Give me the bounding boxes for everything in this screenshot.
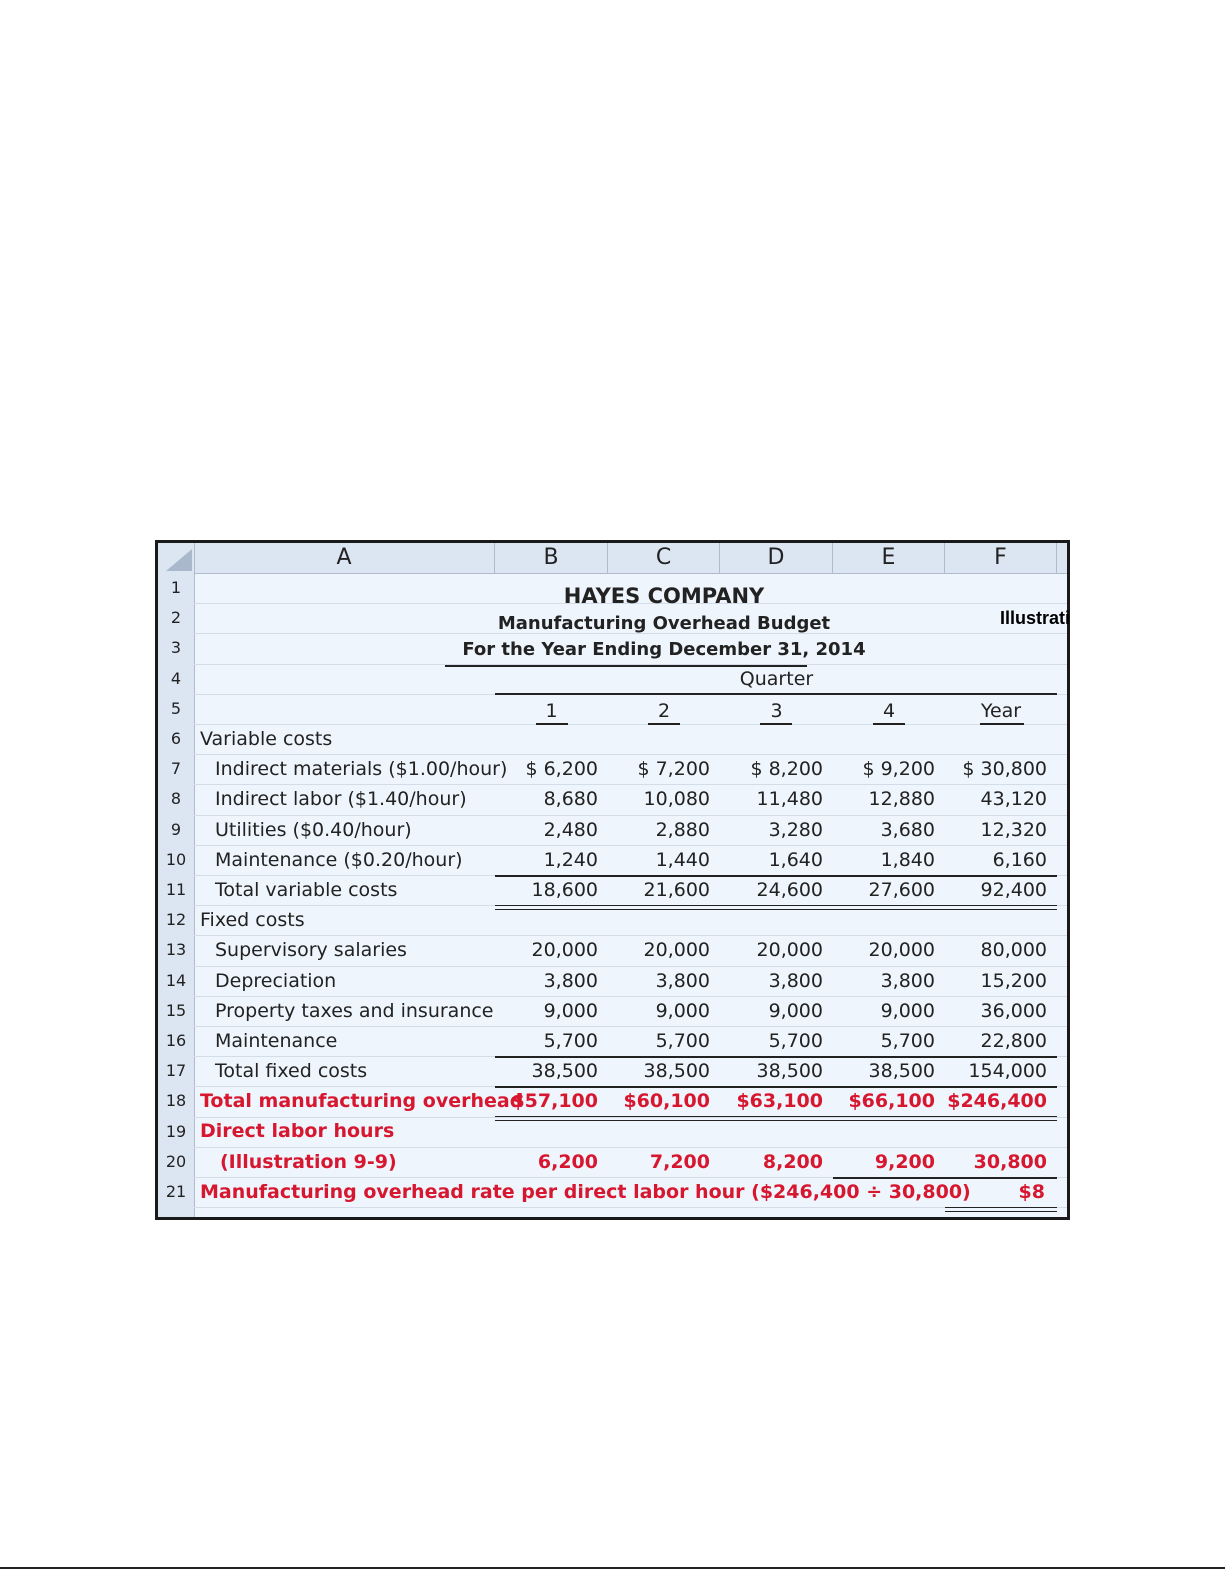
value-cell: 1,840 (880, 848, 935, 871)
quarter-4-header: 4 (882, 700, 896, 722)
row-header-17[interactable]: 17 (165, 1061, 187, 1081)
value-cell: 1,440 (655, 848, 710, 871)
value-cell: 6,160 (992, 848, 1047, 871)
q4-underline (873, 723, 905, 725)
value-cell: 11,480 (756, 788, 823, 811)
value-cell: 15,200 (980, 969, 1047, 992)
value-cell: 20,000 (868, 939, 935, 962)
variable-costs-label: Variable costs (200, 728, 333, 750)
q2-underline (648, 723, 680, 725)
value-cell: 27,600 (868, 879, 935, 901)
value-cell: 8,200 (762, 1150, 823, 1173)
fixed-subtotal-line (495, 1056, 1057, 1058)
row-label: Depreciation (215, 969, 337, 992)
quarter-1-header: 1 (545, 700, 558, 722)
company-name: HAYES COMPANY (563, 584, 765, 608)
value-cell: 9,000 (543, 999, 598, 1022)
row-header-18[interactable]: 18 (165, 1091, 187, 1111)
value-cell: 2,880 (655, 818, 710, 841)
dlh-label: Direct labor hours (200, 1120, 395, 1142)
gridline (194, 1147, 1067, 1148)
row-header-bar (158, 573, 195, 1220)
row-label: Total manufacturing overhead (200, 1090, 524, 1113)
value-cell: 9,000 (655, 999, 710, 1022)
row-label: Indirect labor ($1.40/hour) (215, 788, 467, 811)
value-cell: 12,880 (868, 788, 935, 811)
gridline (194, 845, 1067, 846)
row-label: Maintenance ($0.20/hour) (215, 848, 463, 871)
q1-underline (536, 723, 568, 725)
gridline (194, 724, 1067, 725)
value-cell: 3,680 (880, 818, 935, 841)
row-header-20[interactable]: 20 (165, 1151, 187, 1171)
row-header-6[interactable]: 6 (170, 729, 182, 748)
report-period: For the Year Ending December 31, 2014 (462, 639, 866, 660)
gridline (194, 996, 1067, 997)
row-label: Supervisory salaries (215, 939, 407, 962)
value-cell: 38,500 (531, 1060, 598, 1083)
value-cell: 1,640 (768, 848, 823, 871)
value-cell: 5,700 (768, 1030, 823, 1052)
value-cell: $66,100 (848, 1090, 935, 1113)
q3-underline (760, 723, 792, 725)
page-bottom-rule (0, 1567, 1225, 1569)
value-cell: 9,000 (880, 999, 935, 1022)
value-cell: 24,600 (756, 879, 823, 901)
row-header-13[interactable]: 13 (165, 940, 187, 960)
year-header: Year (980, 700, 1022, 722)
gridline (194, 935, 1067, 936)
variable-total-double-line (495, 905, 1057, 910)
value-cell: 5,700 (543, 1030, 598, 1052)
column-header-c[interactable]: C (608, 543, 720, 573)
value-cell: 10,080 (643, 788, 710, 811)
column-header-d[interactable]: D (720, 543, 833, 573)
dlh-underline (833, 1177, 1057, 1179)
value-cell: $ 9,200 (862, 758, 935, 781)
rate-label: Manufacturing overhead rate per direct labor hour ($246,400 ÷ 30,800) (200, 1181, 971, 1203)
overhead-double-line (495, 1116, 1057, 1121)
row-header-1[interactable]: 1 (170, 578, 182, 597)
fixed-costs-label: Fixed costs (200, 909, 305, 931)
row-header-19[interactable]: 19 (165, 1121, 187, 1141)
value-cell: 3,800 (768, 969, 823, 992)
value-cell: $60,100 (623, 1090, 710, 1113)
quarter-2-header: 2 (657, 700, 671, 722)
row-label: Total variable costs (215, 879, 398, 901)
spreadsheet (155, 540, 1070, 1220)
row-header-4[interactable]: 4 (170, 668, 182, 688)
gridline (194, 1207, 1067, 1208)
value-cell: 80,000 (980, 939, 1047, 962)
value-cell: 154,000 (968, 1060, 1047, 1083)
value-cell: 38,500 (868, 1060, 935, 1083)
title-underline (445, 665, 807, 667)
gridline (194, 966, 1067, 967)
value-cell: 21,600 (643, 879, 710, 901)
value-cell: 22,800 (980, 1030, 1047, 1052)
row-header-3[interactable]: 3 (170, 638, 182, 658)
value-cell: 36,000 (980, 999, 1047, 1022)
value-cell: 20,000 (756, 939, 823, 962)
value-cell: 12,320 (980, 818, 1047, 841)
value-cell: 6,200 (537, 1150, 598, 1173)
value-cell: 20,000 (643, 939, 710, 962)
value-cell: $ 30,800 (962, 758, 1047, 781)
row-header-8[interactable]: 8 (170, 789, 182, 809)
column-header-e[interactable]: E (833, 543, 945, 573)
value-cell: $57,100 (511, 1090, 598, 1113)
row-label: Maintenance (215, 1030, 338, 1052)
value-cell: 3,280 (768, 818, 823, 841)
row-label: Indirect materials ($1.00/hour) (215, 758, 508, 781)
row-header-11[interactable]: 11 (165, 880, 187, 899)
row-header-10[interactable]: 10 (165, 849, 187, 869)
value-cell: 5,700 (655, 1030, 710, 1052)
gridline (194, 784, 1067, 785)
row-label: Utilities ($0.40/hour) (215, 818, 412, 841)
row-header-16[interactable]: 16 (165, 1031, 187, 1050)
value-cell: 3,800 (880, 969, 935, 992)
quarter-underline (495, 693, 1057, 695)
row-label: Property taxes and insurance (215, 999, 494, 1022)
row-header-7[interactable]: 7 (170, 759, 182, 779)
value-cell: 1,240 (543, 848, 598, 871)
value-cell: 18,600 (531, 879, 598, 901)
row-header-9[interactable]: 9 (170, 819, 182, 839)
value-cell: 7,200 (649, 1150, 710, 1173)
rate-double-line (945, 1207, 1057, 1212)
value-cell: $63,100 (736, 1090, 823, 1113)
row-header-15[interactable]: 15 (165, 1000, 187, 1020)
value-cell: 43,120 (980, 788, 1047, 811)
row-header-5[interactable]: 5 (170, 698, 182, 718)
row-header-21[interactable]: 21 (165, 1182, 187, 1201)
row-header-2[interactable]: 2 (170, 608, 182, 628)
value-cell: $ 7,200 (637, 758, 710, 781)
column-header-f[interactable]: F (945, 543, 1057, 573)
value-cell: 8,680 (543, 788, 598, 811)
year-underline (980, 723, 1024, 725)
value-cell: 38,500 (643, 1060, 710, 1083)
column-header-bar (158, 543, 1067, 574)
illustration-label: Illustrati (1000, 608, 1070, 628)
column-header-b[interactable]: B (495, 543, 608, 573)
gridline (194, 754, 1067, 755)
value-cell: 30,800 (973, 1150, 1047, 1173)
value-cell: $246,400 (947, 1090, 1047, 1113)
value-cell: 2,480 (543, 818, 598, 841)
value-cell: 38,500 (756, 1060, 823, 1083)
column-header-a[interactable]: A (194, 543, 495, 573)
value-cell: $ 6,200 (525, 758, 598, 781)
variable-subtotal-line (495, 875, 1057, 877)
quarter-header: Quarter (739, 668, 814, 690)
rate-value: $8 (1018, 1181, 1045, 1203)
value-cell: 9,200 (874, 1150, 935, 1173)
value-cell: $ 8,200 (750, 758, 823, 781)
fixed-total-line (495, 1086, 1057, 1088)
gridline (194, 815, 1067, 816)
value-cell: 5,700 (880, 1030, 935, 1052)
quarter-3-header: 3 (770, 700, 783, 722)
select-all-corner[interactable] (158, 543, 195, 573)
value-cell: 20,000 (531, 939, 598, 962)
gridline (194, 1026, 1067, 1027)
row-label: Total fixed costs (215, 1060, 368, 1083)
value-cell: 3,800 (543, 969, 598, 992)
value-cell: 92,400 (980, 879, 1047, 901)
row-header-14[interactable]: 14 (165, 970, 187, 990)
value-cell: 9,000 (768, 999, 823, 1022)
row-label: (Illustration 9-9) (220, 1150, 397, 1173)
row-header-12[interactable]: 12 (165, 910, 187, 930)
report-title: Manufacturing Overhead Budget (497, 613, 831, 634)
value-cell: 3,800 (655, 969, 710, 992)
